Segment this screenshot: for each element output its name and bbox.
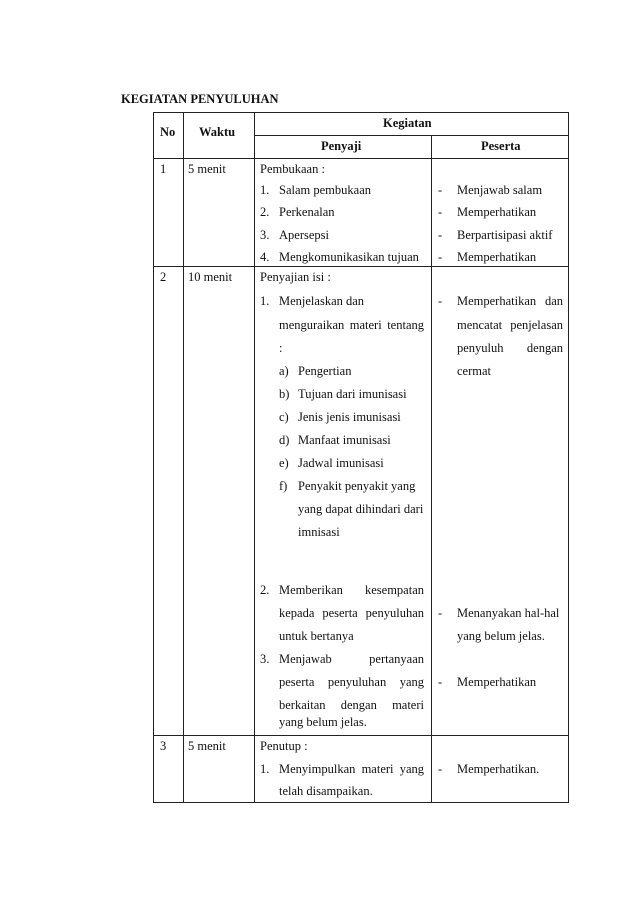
item-text: Salam pembukaan <box>279 183 371 197</box>
item-text: Perkenalan <box>279 205 335 219</box>
peserta-text: Berpartisipasi aktif <box>457 228 553 242</box>
row-number: 2 <box>160 270 167 284</box>
item-text: Mengkomunikasikan tujuan <box>279 250 419 264</box>
subitem-letter: b) <box>279 387 290 401</box>
subitem-text: Jadwal imunisasi <box>298 456 384 470</box>
item-text-line: telah disampaikan. <box>279 784 373 798</box>
subitem-letter: a) <box>279 364 289 378</box>
header-penyaji: Penyaji <box>321 139 362 153</box>
peserta-text-line: penyuluh dengan <box>457 341 563 355</box>
item-text-line: untuk bertanya <box>279 629 354 643</box>
header-peserta: Peserta <box>481 139 521 153</box>
subitem-text: Jenis jenis imunisasi <box>298 410 401 424</box>
header-no: No <box>160 125 176 139</box>
peserta-text-line: Memperhatikan <box>457 675 537 689</box>
row-number: 1 <box>160 162 167 176</box>
item-text-line: Menjawab pertanyaan <box>279 652 424 666</box>
peserta-text: Menjawab salam <box>457 183 543 197</box>
item-text-line: berkaitan dengan materi <box>279 698 424 712</box>
subitem-text-line: imnisasi <box>298 525 340 539</box>
item-text-line: yang belum jelas. <box>279 715 367 729</box>
row-duration: 5 menit <box>188 739 226 753</box>
item-text: Apersepsi <box>279 228 329 242</box>
section-heading: Pembukaan : <box>260 162 325 176</box>
item-text-line: Menjelaskan dan <box>279 294 365 308</box>
dash-marker: - <box>438 250 443 264</box>
dash-marker: - <box>438 228 443 242</box>
peserta-text-line: Memperhatikan dan <box>457 294 563 308</box>
dash-marker: - <box>438 183 443 197</box>
dash-marker: - <box>438 675 443 689</box>
item-text-line: : <box>279 341 283 355</box>
section-heading: Penutup : <box>260 739 308 753</box>
peserta-text-line: Memperhatikan. <box>457 762 540 776</box>
row-duration: 10 menit <box>188 270 233 284</box>
subitem-letter: f) <box>279 479 288 493</box>
peserta-text-line: cermat <box>457 364 492 378</box>
subitem-text-line: Penyakit penyakit yang <box>298 479 416 493</box>
subitem-letter: c) <box>279 410 289 424</box>
dash-marker: - <box>438 762 443 776</box>
peserta-text-line: mencatat penjelasan <box>457 318 563 332</box>
peserta-text: Memperhatikan <box>457 205 537 219</box>
peserta-text-line: Menanyakan hal-hal <box>457 606 560 620</box>
dash-marker: - <box>438 205 443 219</box>
item-number: 1. <box>260 762 270 776</box>
item-text-line: Menyimpulkan materi yang <box>279 762 424 776</box>
dash-marker: - <box>438 606 443 620</box>
peserta-text: Memperhatikan <box>457 250 537 264</box>
peserta-text-line: yang belum jelas. <box>457 629 545 643</box>
item-number: 2. <box>260 205 270 219</box>
item-number: 4. <box>260 250 270 264</box>
subitem-text-line: yang dapat dihindari dari <box>298 502 424 516</box>
section-heading: Penyajian isi : <box>260 270 331 284</box>
item-number: 2. <box>260 583 270 597</box>
header-kegiatan: Kegiatan <box>383 116 432 130</box>
item-number: 1. <box>260 183 270 197</box>
item-text-line: kepada peserta penyuluhan <box>279 606 424 620</box>
dash-marker: - <box>438 294 443 308</box>
row-duration: 5 menit <box>188 162 226 176</box>
subitem-text: Tujuan dari imunisasi <box>298 387 407 401</box>
row-number: 3 <box>160 739 167 753</box>
subitem-letter: d) <box>279 433 290 447</box>
subitem-text: Pengertian <box>298 364 352 378</box>
item-number: 3. <box>260 228 270 242</box>
item-text-line: peserta penyuluhan yang <box>279 675 424 689</box>
item-text-line: menguraikan materi tentang <box>279 318 424 332</box>
document-title: KEGIATAN PENYULUHAN <box>121 92 279 106</box>
subitem-letter: e) <box>279 456 289 470</box>
item-number: 1. <box>260 294 270 308</box>
header-waktu: Waktu <box>199 125 236 139</box>
item-number: 3. <box>260 652 270 666</box>
subitem-text: Manfaat imunisasi <box>298 433 391 447</box>
item-text-line: Memberikan kesempatan <box>279 583 424 597</box>
